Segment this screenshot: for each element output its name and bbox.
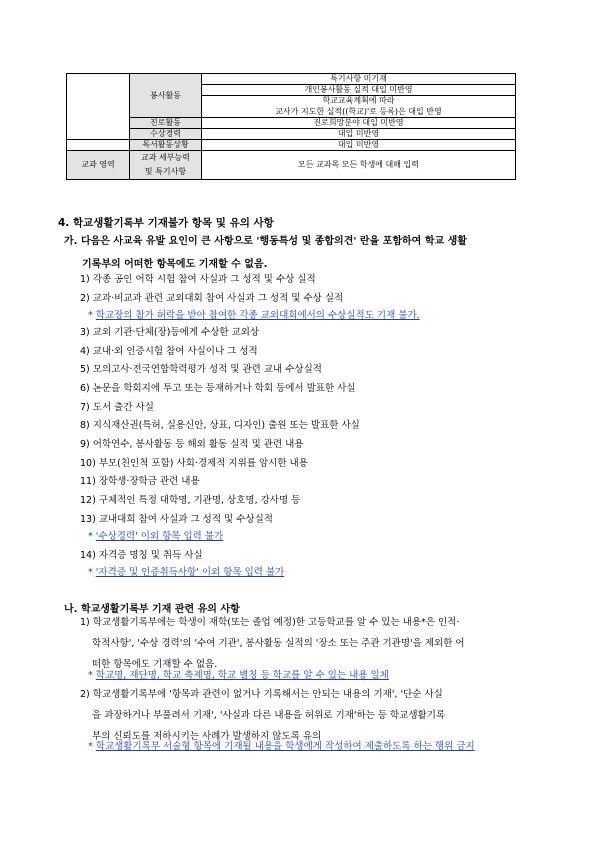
list-item: 9) 어학연수, 봉사활동 등 해외 활동 실적 및 관련 내용: [80, 439, 304, 450]
note-item-13: [88, 531, 223, 543]
list-item: 5) 모의고사·전국연합학력평가 성적 및 관련 교내 수상실적: [80, 364, 322, 375]
section4-heading: 4. 학교생활기록부 기재불가 항목 및 유의 사항: [58, 217, 274, 229]
list-item: 13) 교내대회 참여 사실과 그 성적 및 수상실적: [80, 514, 273, 525]
volunteer-label: 봉사활동: [130, 74, 202, 118]
blank-category-cell: [67, 140, 130, 151]
note-star: *: [88, 670, 93, 681]
note-star: *: [88, 531, 93, 542]
note-item-14: [88, 567, 284, 579]
volunteer-row: 학교교육계획에 따라: [202, 96, 516, 107]
p2-line: 2) 학교생활기록부에 '항목과 관련이 없거나 기록해서는 안되는 내용의 기재', '단순 사실: [80, 689, 443, 700]
award-value: 대입 미반영: [202, 129, 516, 140]
career-label: 진로활동: [130, 118, 202, 129]
list-item: 10) 부모(친인척 포함) 사회·경제적 지위를 암시한 내용: [80, 458, 308, 469]
section-ga-intro: [64, 230, 544, 276]
record-table: [66, 73, 516, 180]
volunteer-row: 특기사항 미기재: [202, 74, 516, 85]
note-na-2: [88, 741, 475, 753]
subject-area-label: 교과 영역: [67, 151, 130, 180]
note-text: '자격증 및 인증취득사항' 이외 항목 입력 불가: [95, 567, 285, 578]
blank-category-cell: [67, 74, 130, 140]
note-star: *: [88, 741, 93, 752]
reading-value: 대입 미반영: [202, 140, 516, 151]
list-item: 11) 장학생·장학금 관련 내용: [80, 476, 200, 487]
award-label: 수상경력: [130, 129, 202, 140]
p1-line: 학적사항', '수상 경력'의 '수여 기관', 봉사활동 실적의 '장소 또는 주관 기관명'을 제외한 어: [92, 638, 465, 649]
list-item: 12) 구체적인 특정 대학명, 기관명, 상호명, 강사명 등: [80, 495, 301, 506]
ga-line1: 가. 다음은 사교육 유발 요인이 큰 사항으로 '행동특성 및 종합의견' 란을 포함하여 학교 생활: [64, 236, 467, 247]
p2-line: 부의 신뢰도를 저하시키는 사례가 발생하지 않도록 유의: [92, 731, 322, 742]
list-item: 4) 교내·외 인증시험 참여 사실이나 그 성적: [80, 346, 258, 357]
list-item: 7) 도서 출간 사실: [80, 402, 154, 413]
p2-line: 을 과장하거나 부풀려서 기재', '사실과 다른 내용을 허위로 기재'하는 등 학교생활기록: [92, 710, 446, 721]
note-text: 학교생활기록부 서술형 항목에 기재될 내용을 학생에게 작성하여 제출하도록 하는 행위 금지: [95, 741, 475, 752]
subject-detail-line2: 및 특기사항: [144, 167, 187, 176]
list-item: 1) 각종 공인 어학 시험 참여 사실과 그 성적 및 수상 실적: [80, 274, 316, 285]
na-paragraph-2: [80, 684, 540, 747]
note-text: 학교명, 재단명, 학교 축제명, 학교 별칭 등 학교를 알 수 있는 내용 일체: [95, 670, 389, 681]
subject-detail-label: [130, 151, 202, 180]
note-na-1: [88, 670, 389, 682]
note-text: '수상경력' 이외 항목 입력 불가: [95, 531, 224, 542]
volunteer-row: 개인봉사활동 실적 대입 미반영: [202, 85, 516, 96]
note-star: *: [88, 567, 93, 578]
ga-line2: 기록부의 어떠한 항목에도 기재할 수 없음.: [82, 259, 268, 270]
na-paragraph-1: [80, 612, 540, 675]
volunteer-row: 교사가 지도한 실적((학교)'로 등록)은 대입 반영: [202, 107, 516, 118]
list-item: 3) 교외 기관·단체(장)등에게 수상한 교외상: [80, 327, 260, 338]
p1-line: 떠한 항목에도 기재할 수 없음.: [92, 659, 218, 670]
note-item-2: [88, 310, 420, 322]
section-na-heading: 나. 학교생활기록부 기재 관련 유의 사항: [64, 604, 240, 615]
subject-detail-value: 모든 교과목 모든 학생에 대해 입력: [202, 151, 516, 180]
p1-line: 1) 학교생활기록부에는 학생이 재학(또는 졸업 예정)한 고등학교를 알 수 있는 내용*은 인적·: [80, 617, 460, 628]
list-item: 14) 자격증 명칭 및 취득 사실: [80, 550, 203, 561]
career-value: 진로희망분야 대입 미반영: [202, 118, 516, 129]
reading-label: 독서활동상황: [130, 140, 202, 151]
note-text: 학교장의 참가 허락을 받아 참여한 각종 교외대회에서의 수상실적도 기재 불가.: [95, 310, 420, 321]
list-item: 8) 지식재산권(특허, 실용신안, 상표, 디자인) 출원 또는 발표한 사실: [80, 420, 360, 431]
subject-detail-line1: 교과 세부능력: [141, 153, 190, 162]
note-star: *: [88, 310, 93, 321]
list-item: 2) 교과·비교과 관련 교외대회 참여 사실과 그 성적 및 수상 실적: [80, 293, 344, 304]
list-item: 6) 논문을 학회지에 투고 또는 등재하거나 학회 등에서 발표한 사실: [80, 383, 356, 394]
